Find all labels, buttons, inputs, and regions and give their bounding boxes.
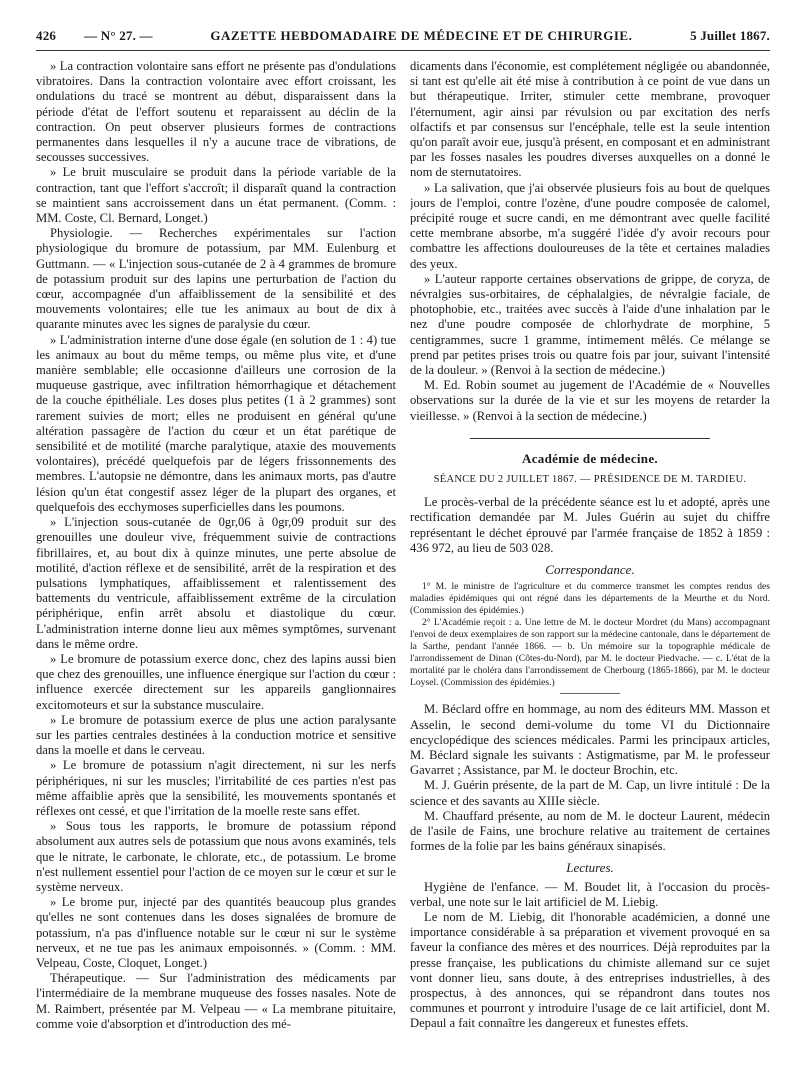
list-item: 1° M. le ministre de l'agriculture et du commerce transmet les comptes rendus des maladies épidémiques qui ont régné dans les départements de la Meurthe et du Nord. (Commission des épidémies.) <box>410 581 770 617</box>
paragraph: M. J. Guérin présente, de la part de M. Cap, un livre intitulé : De la science et des savants au XIIIe siècle. <box>410 778 770 808</box>
paragraph: » Le bruit musculaire se produit dans la période variable de la contraction, tant que l'effort s'accroît; il disparaît quand la contraction se maintient sans accroissement dans un état permanent. (Comm. : MM. Coste, Cl. Bernard, Longet.) <box>36 165 396 226</box>
paragraph: » Le brome pur, injecté par des quantités beaucoup plus grandes qu'elles ne sont contenues dans les doses signalées de bromure de potassium, n'a pas d'influence notable sur le cœur ni sur le système nerveux, et ne tue pas les animaux empoisonnés. » (Comm. : MM. Velpeau, Coste, Cloquet, Longet.) <box>36 895 396 970</box>
paragraph: dicaments dans l'économie, est complétement négligée ou abandonnée, si tant est qu'elle ait été mise à contribution à ce point de vue dans un but thérapeutique. Irriter, stimuler cette membrane, provoquer l'éternument, agir ainsi par révulsion ou par excitation des nerfs olfactifs et par consensus sur l'encéphale, telle est la seule intention qu'on paraît avoir eue, jusqu'à présent, en composant et en administrant par les fosses nasales les poudres diverses auxquelles on a donné le nom de sternutatoires. <box>410 59 770 180</box>
correspondance-list <box>410 581 770 689</box>
issue-number: — N° 27. — <box>84 28 153 43</box>
subsection-title: Lectures. <box>566 860 614 876</box>
paragraph: Le procès-verbal de la précédente séance est lu et adopté, après une rectification demandée par M. Jules Guérin au sujet du chiffre représentant le déchet éprouvé par l'armée française de 1852 à 1859 : 436 972, au lieu de 503 028. <box>410 495 770 555</box>
paragraph: » L'auteur rapporte certaines observations de grippe, de coryza, de névralgies sus-orbitaires, de céphalalgies, de névralgie faciale, de photophobie, etc., traitées avec succès à l'aide d'une inhalation par le nez d'une poudre composée de chlorhydrate de morphine, 5 centigrammes, sucre 1 gramme, intimement mêlés. Ce mélange se prend par petites prises trois ou quatre fois par jour, suivant l'intensité de la douleur. » (Renvoi à la section de médecine.) <box>410 271 770 378</box>
paragraph: M. Chauffard présente, au nom de M. le docteur Laurent, médecin de l'asile de Fains, une brochure relative au traitement de certaines formes de la folie par les bains généraux sinapisés. <box>410 808 770 854</box>
session-line: SÉANCE DU 2 JUILLET 1867. — PRÉSIDENCE DE M. TARDIEU. <box>433 474 747 486</box>
paragraph: M. Béclard offre en hommage, au nom des éditeurs MM. Masson et Asselin, le second demi-volume du tome VI du Dictionnaire encyclopédique des sciences médicales. Parmi les principaux articles, M. Béclard signale les suivants : Astigmatisme, par M. le professeur Gavarret ; Assistance, par M. le docteur Brochin, etc. <box>410 702 770 778</box>
divider <box>560 693 620 694</box>
left-column <box>36 59 396 1069</box>
paragraph: » L'administration interne d'une dose égale (en solution de 1 : 4) tue les animaux au bout du même temps, ou même plus vite, et d'une manière semblable; elle occasionne d'ailleurs une corrosion de la muqueuse gastrique, avec infiltration hémorrhagique et détachement de la couche épithéliale. Les doses plus petites (1 à 2 grammes) sont rarement suivies de mort; elles ne produisent en général qu'une altération passagère de l'action du cœur et un état parétique de sensibilité et de motilité (marche paralytique, ataxie des mouvements volontaires), précédé quelquefois par de légers frissonnements des membres. L'autopsie ne démontre, dans les animaux morts, pas d'autre lésion qu'un état congestif assez léger de la plupart des organes, et quelquefois des ecchymoses superficielles dans les poumons. <box>36 332 396 514</box>
paragraph: Physiologie. — Recherches expérimentales sur l'action physiologique du bromure de potassium, par MM. Eulenburg et Guttmann. — « L'injection sous-cutanée de 2 à 4 grammes de bromure de potassium produit sur des lapins une perturbation de l'action du cœur, accompagnée d'un affaiblissement de la sensibilité et des mouvements volontaires; elle tue les animaux au bout de dix à quarante minutes avec les signes de paralysie du cœur. <box>36 226 396 332</box>
paragraph: Thérapeutique. — Sur l'administration des médicaments par l'intermédiaire de la membrane muqueuse des fosses nasales. Note de M. Raimbert, présentée par M. Velpeau — « La membrane pituitaire, comme voie d'absorption et d'introduction des mé- <box>36 971 396 1031</box>
right-column <box>410 59 770 1069</box>
section-divider <box>470 438 710 439</box>
columns <box>36 59 770 1069</box>
journal-title: GAZETTE HEBDOMADAIRE DE MÉDECINE ET DE CHIRURGIE. <box>210 28 633 43</box>
page-number: 426 <box>36 28 57 43</box>
paragraph: » L'injection sous-cutanée de 0gr,06 à 0gr,09 produit sur des grenouilles une douleur vive, fréquemment suivie de contractions fibrillaires, et, au bout dix à quinze minutes, une perte absolue de motilité, d'action réflexe et de sensibilité, arrêt de la respiration et des pulsations lymphatiques, affaiblissement et ralentissement des battements du ventricule, affaiblissement extrême de la circulation périphérique, enfin arrêt absolu et diastolique du cœur. L'administration interne donne lieu aux mêmes symptômes, survenant dans le même ordre. <box>36 515 396 651</box>
paragraph: » Le bromure de potassium exerce de plus une action paralysante sur les parties centrales destinées à la conduction motrice et sensitive dans la moelle et dans le cerveau. <box>36 712 396 758</box>
issue-date: 5 Juillet 1867. <box>690 28 770 43</box>
paragraph: Hygiène de l'enfance. — M. Boudet lit, à l'occasion du procès-verbal, une note sur le lait artificiel de M. Liebig. <box>410 879 770 909</box>
subsection-title: Correspondance. <box>545 562 635 578</box>
page-header <box>36 28 770 51</box>
paragraph: » La salivation, que j'ai observée plusieurs fois au bout de quelques jours de l'emploi, contre l'ozène, d'une poudre composée de calomel, précipité rouge et sucre candi, en me démontrant avec quelle facilité cette membrane absorbe, m'a suggéré l'idée d'y avoir recours pour combattre les affections douloureuses de la tête et certaines maladies des yeux. <box>410 180 770 271</box>
section-title: Académie de médecine. <box>522 450 658 466</box>
list-item: 2° L'Académie reçoit : a. Une lettre de M. le docteur Mordret (du Mans) accompagnant l'envoi de deux exemplaires de son rapport sur la médecine cantonale, dans le département de la Sarthe, pendant l'année 1866. — b. Un mémoire sur la topographie médicale de l'arrondissement de Dinan (Côtes-du-Nord), par M. le docteur Piedvache. — c. L'état de la mortalité par le choléra dans l'arrondissement de Cherbourg (1865-1866), par M. le docteur Loysel. (Commission des épidémies.) <box>410 617 770 689</box>
paragraph: » La contraction volontaire sans effort ne présente pas d'ondulations vibratoires. Dans la contraction volontaire avec effort croissant, les ondulations du tracé se montrent au début, disparaissent dans la période d'état de l'effort soutenu et reparaissent au déclin de la contraction. On peut observer plusieurs formes de contractions permanentes dans lesquelles il n'y a aucune trace de vibrations, de secousses successives. <box>36 59 396 165</box>
paragraph: » Sous tous les rapports, le bromure de potassium répond absolument aux autres sels de potassium que nous avons examinés, tels que le nitrate, le carbonate, le chlorate, etc., de potassium. Le brome n'est nullement essentiel pour l'action de ce moyen sur le cœur et sur le système nerveux. <box>36 819 396 894</box>
paragraph: » Le bromure de potassium n'agit directement, ni sur les nerfs périphériques, ni sur les muscles; l'irritabilité de ces parties n'est pas même affaiblie après que la sensibilité, les mouvements spontanés et réflexes ont cessé, et que l'irritation de la moelle reste sans effet. <box>36 758 396 818</box>
paragraph: M. Ed. Robin soumet au jugement de l'Académie de « Nouvelles observations sur la durée de la vie et sur les moyens de retarder la vieillesse. » (Renvoi à la section de médecine.) <box>410 378 770 423</box>
paragraph: Le nom de M. Liebig, dit l'honorable académicien, a donné une importance considérable à sa préparation et vivement provoqué en sa faveur la confiance des mères et des nourrices. Déjà reproduites par la presse française, les publications du chimiste allemand sur ce sujet vont donner lieu, sans doute, à des entreprises industrielles, à des prospectus, à des annonces, qui se répandront dans toutes nos communes et pourront y introduire l'usage de ce lait artificiel, dont M. Depaul a fait connaître les dangereux et funestes effets. <box>410 909 770 1031</box>
paragraph: » Le bromure de potassium exerce donc, chez des lapins aussi bien que chez des grenouilles, une influence énergique sur l'action du cœur : influence exercée directement sur les appareils ganglionnaires excitomoteurs et sur la substance musculaire. <box>36 651 396 712</box>
